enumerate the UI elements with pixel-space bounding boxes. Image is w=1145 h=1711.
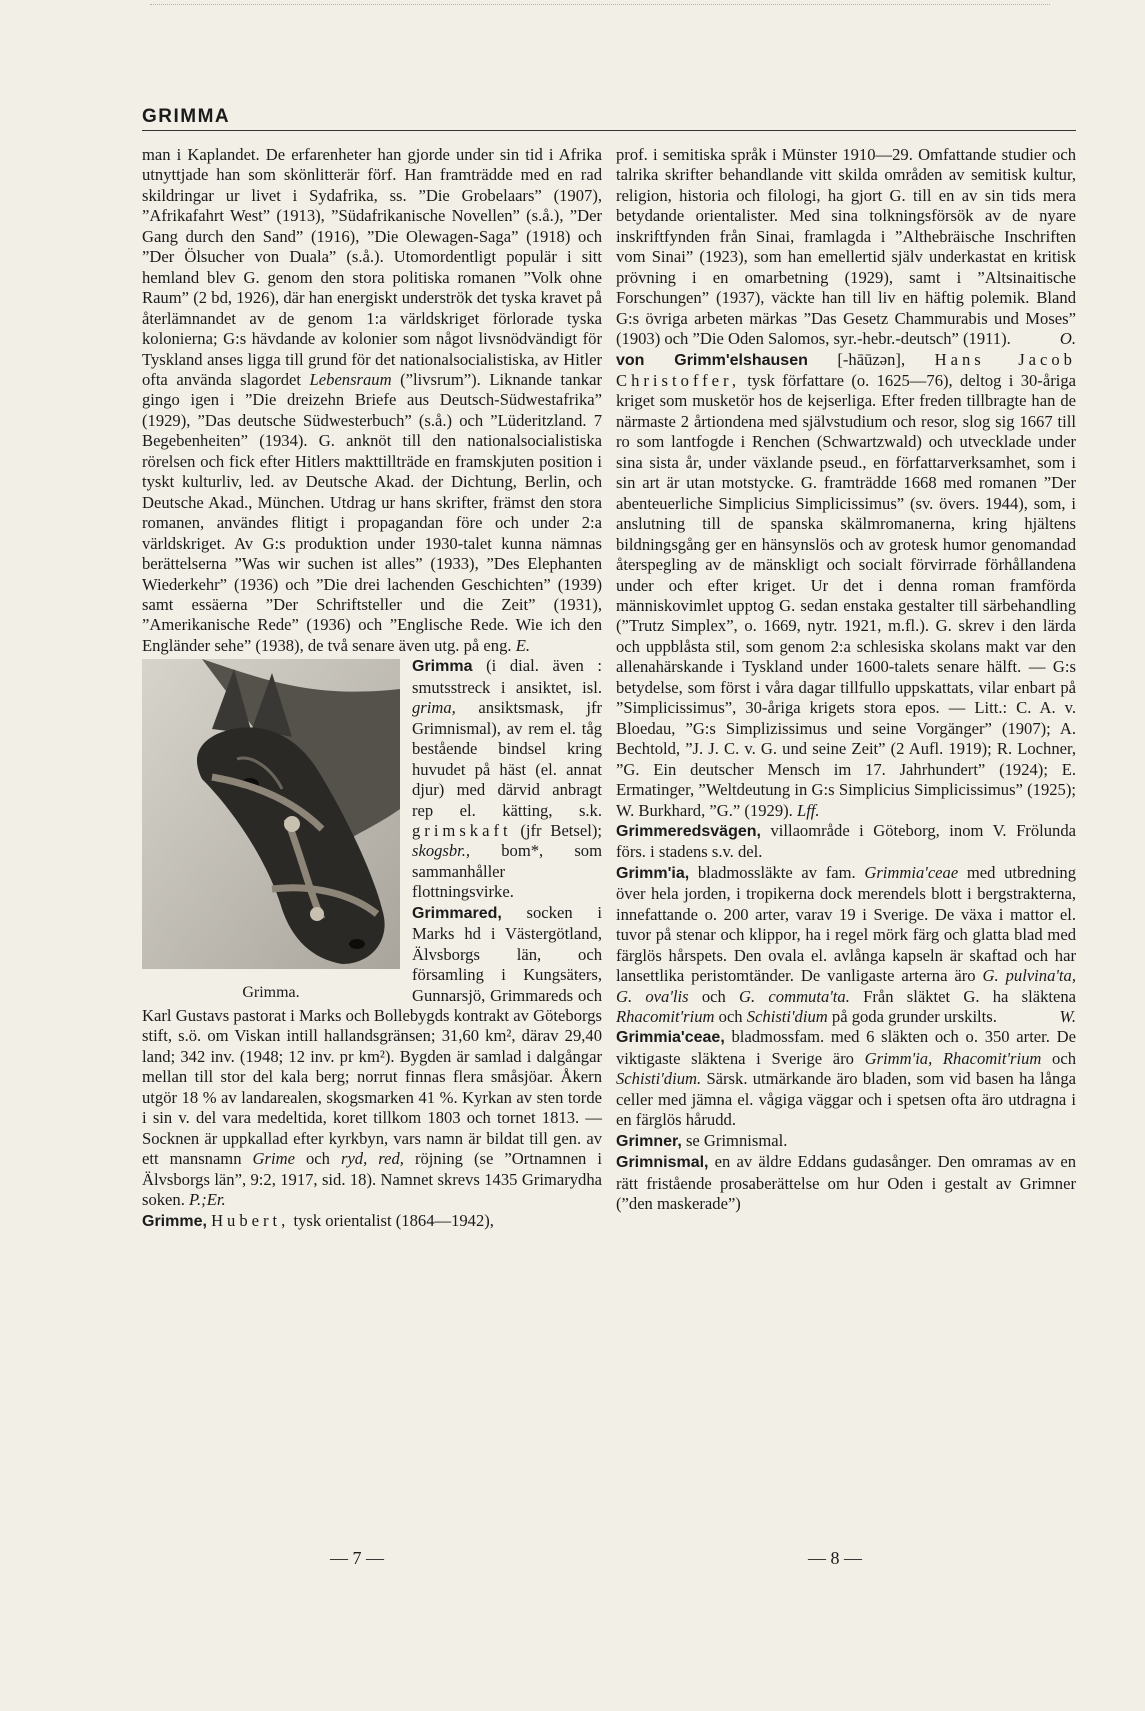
entry-grimmeredsvagen: Grimmeredsvägen, villaområde i Göteborg, inom V. Frölunda förs. i stadens s.v. del.	[616, 820, 1076, 862]
entry-grimme-continued: prof. i semitiska språk i Münster 1910—29. Omfattande studier och talrika skrifter behandlande vitt skilda områden av semitisk kultur, religion, historia och filologi, ha gjort G. till en av sin tids mera betydande orientalister. Med sina tolkningsförsök av de nyare inskriftfynden från Sinai, framlagda i ”Althebräische Inschriften vom Sinai” (1923), som han emellertid själv underkastat en kritisk prövning i en omarbetning (1929), samt i ”Altsinaitische Forschungen” (1937), väckte han till liv en häftig polemik. Bland G:s övriga arbeten märkas ”Das Gesetz Chammurabis und Moses” (1903) och ”Die Oden Salomos, syr.-hebr.-deutsch” (1911). O.	[616, 145, 1076, 349]
entry-grimmared: Grimmared, socken i Marks hd i Västergötland, Älvsborgs län, och församling i Kungsäters, Gunnarsjö, Grimmareds och Karl Gustavs pastorat i Marks och Bollebygds kontrakt av Göteborgs stift, s.ö. om Viskan intill hallandsgränsen; 31,60 km², därav 29,40 land; 342 inv. (1948; 12 inv. pr km²). Bygden är samlad i dalgångar mellan till stor del kala berg; norrut finnas flera småsjöar. Åkern utgör 18 % av landarealen, skogsmarken 41 %. Kyrkan av sten torde i sin v. del vara medeltida, koret tillkom 1803 och tornet 1813. — Socknen är uppkallad efter kyrkbyn, vars namn är bildat till gen. av ett mansnamn Grime och ryd, red, röjning (se ”Ortnamnen i Älvsborgs län”, 9:2, 1917, sid. 18). Namnet skrevs 1435 Grimarydha soken. P.;Er.	[142, 902, 602, 1210]
horse-figure	[142, 659, 400, 1003]
right-column	[616, 145, 1076, 1215]
entry-grimner: Grimner, se Grimnismal.	[616, 1130, 788, 1150]
headword-grimmared: Grimmared,	[412, 904, 502, 922]
entry-grimma: Grimma (i dial. även : smutsstreck i ansiktet, isl. grima, ansiktsmask, jfr Grimnismal), av rem el. tåg bestående bindsel kring huvudet på häst (el. annat djur) med därvid anbragt rep el. kätting, s.k. grimskaft (jfr Betsel); skogsbr., bom*, som sammanhåller flottningsvirke.	[412, 656, 602, 902]
entry-grimme: Grimme, Hubert, tysk orientalist (1864—1942),	[142, 1210, 494, 1230]
entry-grimm-continued: man i Kaplandet. De erfarenheter han gjorde under sin tid i Afrika utnyttjade han som skönlitterär förf. Han framträdde med en rad skildringar ur livet i Sydafrika, ss. ”Die Grobelaars” (1907), ”Afrikafahrt West” (1913), ”Südafrikanische Novellen” (s.å.), ”Der Gang durch den Sand” (1916), ”Die Olewagen-Saga” (1918) och ”Der Ölsucher von Duala” (s.å.). Utomordentligt populär i sitt hemland blev G. genom den stora politiska romanen ”Volk ohne Raum” (2 bd, 1926), där han energiskt underströk det tyska kravet på återlämnandet av de genom 1:a världskriget förlorade tyska kolonierna; G:s hävdande av kolonier som något livsnödvändigt för Tyskland anses ligga till grund för det nationalsocialistiska, av Hitler ofta använda slagordet Lebensraum (”livsrum”). Liknande tankar gingo igen i ”Die dreizehn Briefe aus Deutsch-Südwestafrika” (1929), ”Das deutsche Südwesterbuch” (s.å.) och ”Lüderitzland. 7 Begebenheiten” (1934). G. anknöt till den nationalsocialistiska rörelsen och fick efter Hitlers makttillträde en framskjuten position i tyskt kulturliv, led. av Deutsche Akad. der Dichtung, Berlin, och Deutsche Akad., München. Utdrag ur hans skrifter, främst den stora romanen, användes flitigt i propagandan före och under 2:a världskriget. Av G:s produktion under 1930-talet kunna nämnas berättelserna ”Was wir suchen ist alles” (1933), ”Des Elephanten Wiederkehr” (1936) och ”Die drei lachenden Geschichten” (1939) samt essäerna ”Der Schriftsteller und die Zeit” (1931), ”Amerikanische Rede” (1936) och ”Englische Rede. Wie ich den Engländer sehe” (1938), de två senare även utg. på eng. E.	[142, 145, 602, 655]
term-grimskaft: grimskaft	[412, 820, 512, 840]
headword-grimmelshausen: von Grimm'elshausen	[616, 351, 808, 369]
term-lebensraum: Lebensraum	[309, 369, 392, 389]
horse-halter-photo	[142, 659, 400, 969]
entry-grimmelshausen: von Grimm'elshausen [-hāūzən], Hans Jacob Christoffer, tysk författare (o. 1625—76), deltog i 30-åriga kriget som musketör hos de kejserliga. Efter freden tillbragte han de närmaste 2 årtiondena med självstudium och resor, slog sig 1667 till ro som lantfogde i Renchen (Schwartzwald) och utvecklade under sina sista år, under växlande pseud., en författarverksamhet, som i sin art är utan motstycke. G. framträdde 1668 med romanen ”Der abenteuerliche Simplicius Simplicissimus” (sv. övers. 1944), som, i anslutning till de spanska skälmromanerna, kring hjältens bildningsgång ger en hänsynslös och av grotesk humor genomandad återspegling av de mänskligt och socialt förvirrade förhållandena under och efter kriget. Ur det i denna roman framförda människovimlet upptog G. sedan enstaka gestalter till särbehandling (”Trutz Simplex”, o. 1669, nytr. 1921, m.fl.). G. skrev i den lärda och uppblåsta stil, som genom 2:a schlesiska skolans makt var den allenahärskande i Tyskland under 1600-talets senare hälft. — G:s betydelse, som först i våra dagar tillfullo uppskattats, vilar enbart på ”Simplicissimus”, 30-åriga krigets stora epos. — Litt.: C. A. v. Bloedau, ”G:s Simplizissimus und seine Vorgänger” (1907); A. Bechtold, ”J. J. C. v. G. und seine Zeit” (2 Aufl. 1919); R. Lochner, ”G. Ein deutscher Mensch im 17. Jahrhundert” (1924); E. Ermatinger, ”Weltdeutung in G:s Simplicius Simplicissimus” (1925); W. Burkhard, ”G.” (1929). Lff.	[616, 349, 1076, 820]
entry-grimmiaceae: Grimmia'ceae, bladmossfam. med 6 släkten och o. 350 arter. De viktigaste släktena i Sverige äro Grimm'ia, Rhacomit'rium och Schisti'dium. Särsk. utmärkande äro bladen, som vid basen ha långa celler med jämna el. vågiga väggar och i spetsen ofta äro utdragna i en färglös hårudd.	[616, 1027, 1076, 1130]
headword-grimma: Grimma	[412, 658, 473, 676]
page-number-left: — 7 —	[330, 1548, 384, 1568]
entry-grimmia: Grimm'ia, bladmossläkte av fam. Grimmia'ceae med utbredning över hela jorden, i tropikerna dock merendels blott i bergstrakterna, innefattande o. 200 arter, varav 19 i Sverige. De växa i mattor el. tuvor på stenar och klippor, ha i regel mörk färg och glatta blad med färglös hårspets. Den ovala el. avlånga kapseln är skaftad och har lansettlika peristomtänder. De vanligaste arterna äro G. pulvina'ta, G. ova'lis och G. commuta'ta. Från släktet G. ha släktena Rhacomit'rium och Schisti'dium på goda grunder urskilts. W.	[616, 862, 1077, 1027]
top-dotted-line	[150, 4, 1050, 5]
signature-per: P.;Er.	[189, 1190, 226, 1210]
headword-grimme: Grimme,	[142, 1212, 207, 1230]
signature-lff: Lff.	[796, 800, 820, 820]
signature-w: W.	[1059, 1007, 1076, 1027]
entry-grimnismal: Grimnismal, en av äldre Eddans gudasånger. Den omramas av en rätt fristående prosaberättelse om hur Oden i gestalt av Grimner (”den maskerade”)	[616, 1152, 1076, 1214]
headword-grimmia: Grimm'ia,	[616, 864, 690, 882]
left-column	[142, 145, 602, 1232]
page-number-right: — 8 —	[808, 1548, 862, 1568]
headword-grimner: Grimner,	[616, 1132, 682, 1150]
figure-caption: Grimma.	[242, 984, 300, 1002]
headword-grimnismal: Grimnismal,	[616, 1154, 709, 1172]
headword-grimmiaceae: Grimmia'ceae,	[616, 1029, 725, 1047]
signature-o: O.	[1059, 329, 1076, 349]
header-rule	[142, 130, 1076, 131]
running-header: GRIMMA	[142, 106, 231, 127]
signature-e: E.	[515, 635, 530, 655]
headword-grimmeredsvagen: Grimmeredsvägen,	[616, 822, 761, 840]
